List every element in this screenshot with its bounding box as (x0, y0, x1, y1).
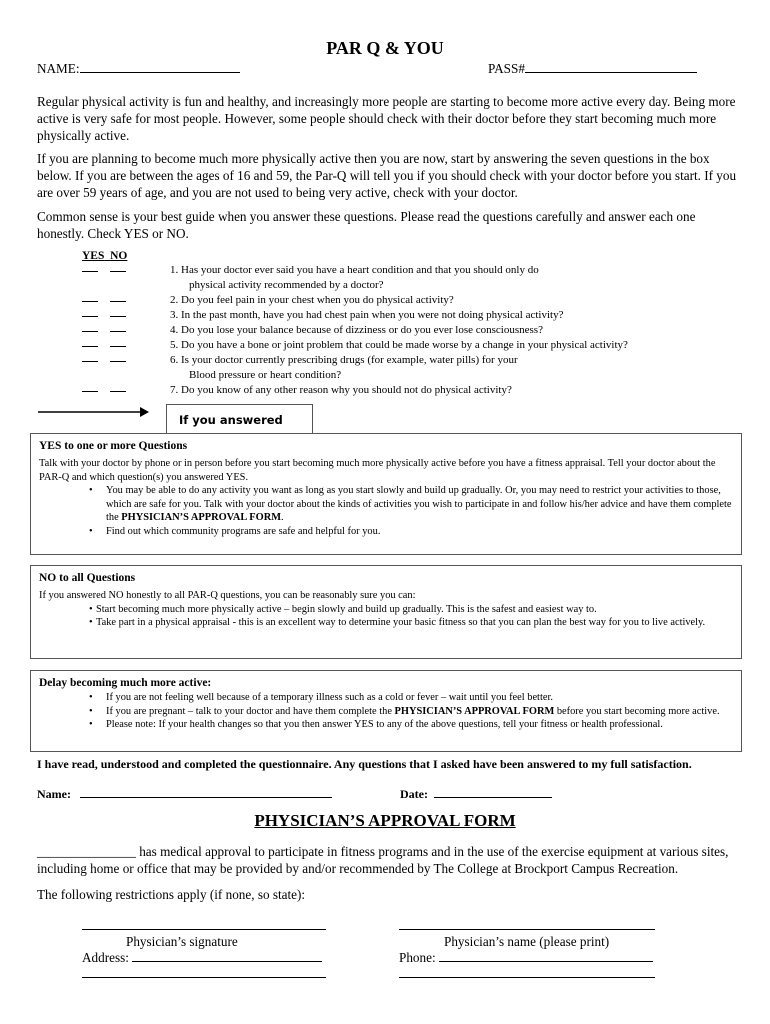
question-7 (170, 383, 512, 398)
arrow-right-icon (38, 405, 150, 419)
no-box-heading: NO to all Questions (39, 572, 136, 584)
question-6 (170, 353, 518, 383)
no-box-bullet-2: • Take part in a physical appraisal - this is an excellent way to determine your basic fitness so that you can plan the best way for you to live actively. (39, 616, 733, 630)
answer-row-1[interactable] (82, 263, 138, 275)
no-box-body: If you answered NO honestly to all PAR-Q questions, you can be reasonably sure you can: (39, 590, 416, 601)
address-line-2[interactable] (82, 977, 326, 978)
no-box (30, 565, 742, 659)
question-text-cont: Blood pressure or heart condition? (189, 369, 342, 381)
yes-box (30, 433, 742, 555)
yes-checkbox[interactable] (82, 316, 98, 317)
phone-field[interactable] (399, 949, 653, 966)
bullet-bold: PHYSICIAN’S APPROVAL FORM (121, 512, 282, 524)
question-number: 4. (170, 324, 179, 336)
question-text: Has your doctor ever said you have a heart condition and that you should only do (181, 264, 539, 276)
name-field[interactable] (37, 60, 240, 77)
answer-row-6[interactable] (82, 353, 138, 365)
question-number: 3. (170, 309, 179, 321)
answer-row-2[interactable] (82, 293, 138, 305)
yes-box-bullets (39, 484, 733, 538)
yes-box-bullet-1 (39, 484, 733, 525)
physician-form-title: PHYSICIAN’S APPROVAL FORM (254, 811, 516, 830)
sign-name-field[interactable] (37, 785, 332, 802)
question-text: In the past month, have you had chest pain when you were not doing physical activity? (181, 309, 564, 321)
name-label: NAME: (37, 61, 80, 76)
bullet-bold: PHYSICIAN’S APPROVAL FORM (394, 705, 555, 717)
question-number: 7. (170, 384, 179, 396)
no-checkbox[interactable] (110, 271, 126, 272)
address-field[interactable] (82, 949, 322, 966)
no-header: NO (110, 250, 128, 262)
no-checkbox[interactable] (110, 316, 126, 317)
answer-row-3[interactable] (82, 308, 138, 320)
yes-box-heading: YES to one or more Questions (39, 440, 188, 452)
no-checkbox[interactable] (110, 391, 126, 392)
yes-checkbox[interactable] (82, 331, 98, 332)
answer-row-7[interactable] (82, 383, 138, 395)
answer-row-5[interactable] (82, 338, 138, 350)
physician-signature-line[interactable] (82, 929, 326, 930)
question-text: Do you feel pain in your chest when you do physical activity? (181, 294, 454, 306)
question-3 (170, 308, 563, 323)
question-text: Do you know of any other reason why you should not do physical activity? (181, 384, 512, 396)
intro-paragraph-1: Regular physical activity is fun and healthy, and increasingly more people are starting to become more active every day. Being more active is very safe for most people. However, some people should check with their doctor before they start becoming much more physically active. (37, 94, 736, 143)
yes-checkbox[interactable] (82, 271, 98, 272)
delay-box-bullet-3: • Please note: If your health changes so that you then answer YES to any of the above questions, tell your fitness or health professional. (39, 718, 733, 732)
no-checkbox[interactable] (110, 361, 126, 362)
yes-box-body: Talk with your doctor by phone or in person before you start becoming much more physically active before you have a fitness appraisal. Tell your doctor about the PAR-Q and which question(s) you answered YES. (39, 458, 716, 483)
question-number: 6. (170, 354, 179, 366)
no-checkbox[interactable] (110, 331, 126, 332)
delay-box-bullets (39, 691, 733, 732)
statement: I have read, understood and completed the questionnaire. Any questions that I asked have been answered to my full satisfaction. (37, 757, 692, 771)
question-1 (170, 263, 539, 293)
delay-box-bullet-2 (39, 705, 733, 719)
no-box-bullets (39, 603, 733, 630)
pass-field[interactable] (488, 60, 697, 77)
question-5 (170, 338, 628, 353)
question-text: Do you lose your balance because of dizziness or do you ever lose consciousness? (181, 324, 543, 336)
yes-checkbox[interactable] (82, 361, 98, 362)
name-blank[interactable] (80, 60, 240, 73)
question-number: 5. (170, 339, 179, 351)
address-blank[interactable] (132, 949, 322, 962)
physician-approval-text (37, 843, 737, 877)
question-number: 1. (170, 264, 179, 276)
restrictions-label: The following restrictions apply (if none, so state): (37, 887, 306, 902)
approval-text: has medical approval to participate in fitness programs and in the use of the exercise equipment at various sites, including home or office that may be provided by and/or recommended by The College at Brockport Campus Recreation. (37, 844, 729, 876)
question-number: 2. (170, 294, 179, 306)
delay-box (30, 670, 742, 752)
delay-box-bullet-1: • If you are not feeling well because of a temporary illness such as a cold or fever – wait until you feel better. (39, 691, 733, 705)
question-text-cont: physical activity recommended by a doctor? (189, 279, 384, 291)
question-text: Is your doctor currently prescribing drugs (for example, water pills) for your (181, 354, 518, 366)
answer-row-4[interactable] (82, 323, 138, 335)
question-2 (170, 293, 454, 308)
bullet-text: . (281, 512, 284, 524)
yes-no-header (82, 250, 127, 262)
yes-box-bullet-2: • Find out which community programs are safe and helpful for you. (39, 525, 733, 539)
phone-blank[interactable] (439, 949, 653, 962)
physician-signature-label: Physician’s signature (126, 934, 238, 949)
sign-date-blank[interactable] (434, 785, 552, 798)
physician-name-label: Physician’s name (please print) (444, 934, 610, 949)
yes-checkbox[interactable] (82, 301, 98, 302)
bullet-text: before you start becoming more active. (554, 705, 720, 717)
question-text: Do you have a bone or joint problem that could be made worse by a change in your physical activity? (181, 339, 628, 351)
yes-checkbox[interactable] (82, 391, 98, 392)
no-box-bullet-1: • Start becoming much more physically active – begin slowly and build up gradually. This is the safest and easiest way to. (39, 603, 733, 617)
participant-name-blank[interactable]: _______________ (37, 844, 136, 859)
intro-paragraph-3: Common sense is your best guide when you answer these questions. Please read the questions carefully and answer each one honestly. Check YES or NO. (37, 209, 696, 241)
if-you-answered-label: If you answered (166, 404, 313, 434)
yes-header: YES (82, 250, 105, 262)
pass-blank[interactable] (525, 60, 697, 73)
pass-label: PASS# (488, 61, 525, 76)
intro-paragraph-2: If you are planning to become much more physically active then you are now, start by answering the seven questions in the box below. If you are between the ages of 16 and 59, the Par-Q will tell you if you should check with your doctor before you start. If you are over 59 years of age, and you are not used to being very active, check with your doctor. (37, 151, 737, 200)
phone-label: Phone: (399, 950, 436, 965)
sign-name-blank[interactable] (80, 785, 332, 798)
question-4 (170, 323, 543, 338)
yes-checkbox[interactable] (82, 346, 98, 347)
address-label: Address: (82, 950, 129, 965)
physician-name-line[interactable] (399, 929, 655, 930)
sign-date-field[interactable] (400, 785, 552, 802)
no-checkbox[interactable] (110, 346, 126, 347)
page-title: PAR Q & YOU (326, 38, 444, 58)
bullet-text: If you are pregnant – talk to your doctor and have them complete the (106, 705, 395, 717)
no-checkbox[interactable] (110, 301, 126, 302)
delay-box-heading: Delay becoming much more active: (39, 677, 212, 689)
bullet-text: You may be able to do any activity you want as long as you start slowly and build up gradually. Or, you may need to restrict your activities to those, which are safe for you. Talk with your doctor about the kinds of activities you wish to participate in and follow his/her advice and have them complete the (106, 485, 732, 524)
sign-name-label: Name: (37, 787, 71, 801)
sign-date-label: Date: (400, 787, 428, 801)
phone-line-2[interactable] (399, 977, 655, 978)
